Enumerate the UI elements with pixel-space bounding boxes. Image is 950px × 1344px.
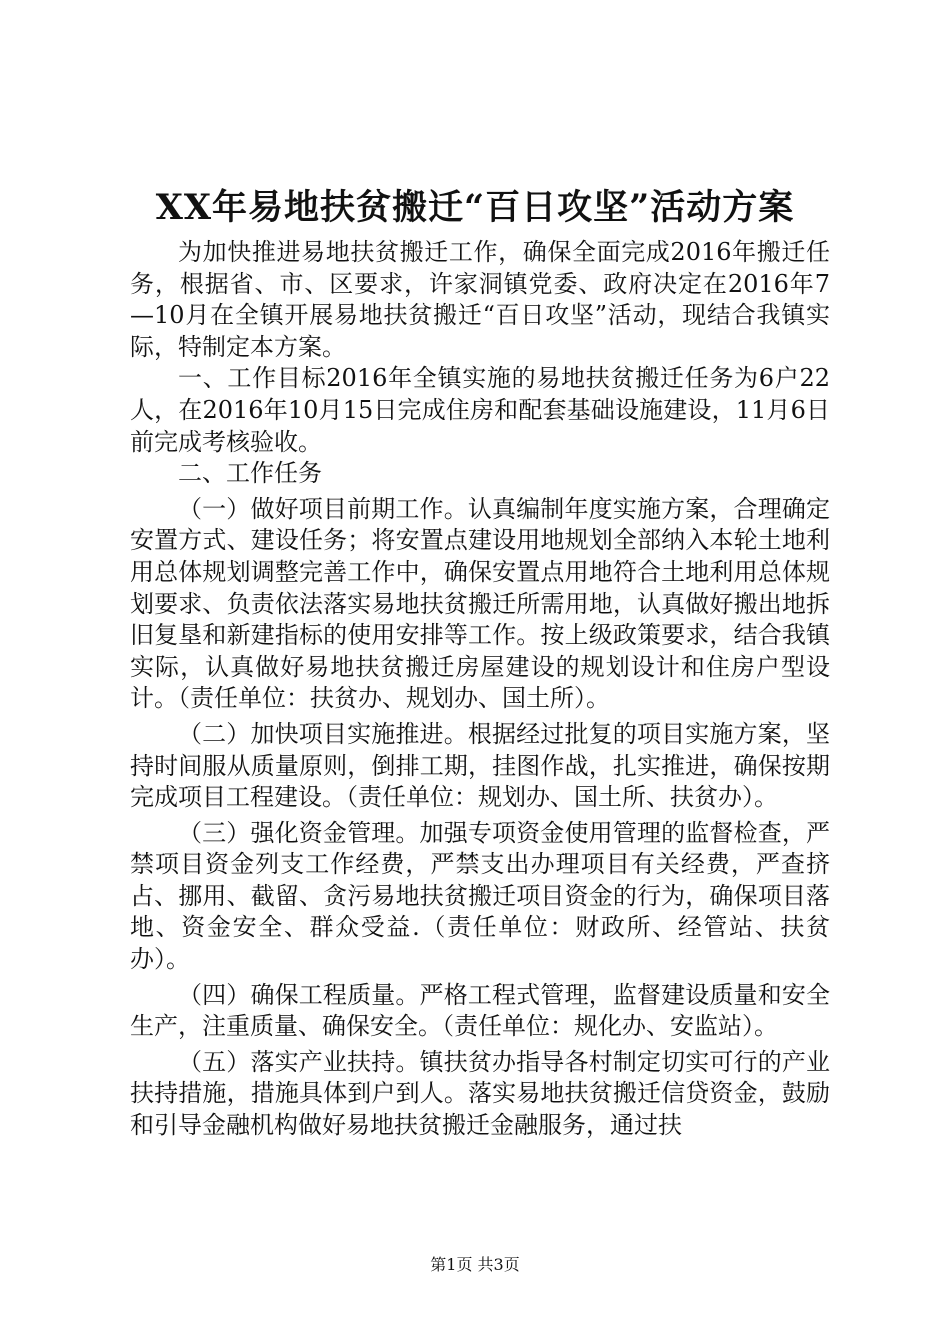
- paragraph-task-3: （三）强化资金管理。加强专项资金使用管理的监督检查，严禁项目资金列支工作经费，严禁支出办理项目有关经费，严查挤占、挪用、截留、贪污易地扶贫搬迁项目资金的行为，确保项目落地、资金安全、群众受益.（责任单位：财政所、经管站、扶贫办）。: [130, 818, 830, 974]
- paragraph-goal: 一、工作目标2016年全镇实施的易地扶贫搬迁任务为6户22人，在2016年10月15日完成住房和配套基础设施建设，11月6日前完成考核验收。: [130, 364, 830, 456]
- paragraph-intro: 为加快推进易地扶贫搬迁工作，确保全面完成2016年搬迁任务，根据省、市、区要求，许家洞镇党委、政府决定在2016年7—10月在全镇开展易地扶贫搬迁“百日攻坚”活动，现结合我镇实际，特制定本方案。: [130, 238, 830, 361]
- paragraph-task-2: （二）加快项目实施推进。根据经过批复的项目实施方案，坚持时间服从质量原则，倒排工期，挂图作战，扎实推进，确保按期完成项目工程建设。（责任单位：规划办、国土所、扶贫办）。: [130, 719, 830, 812]
- paragraph-task-5: （五）落实产业扶持。镇扶贫办指导各村制定切实可行的产业扶持措施，措施具体到户到人。落实易地扶贫搬迁信贷资金，鼓励和引导金融机构做好易地扶贫搬迁金融服务，通过扶: [130, 1047, 830, 1140]
- paragraph-task-1: （一）做好项目前期工作。认真编制年度实施方案，合理确定安置方式、建设任务；将安置点建设用地规划全部纳入本轮土地利用总体规划调整完善工作中，确保安置点用地符合土地利用总体规划要求、负责依法落实易地扶贫搬迁所需用地，认真做好搬出地拆旧复垦和新建指标的使用安排等工作。按上级政策要求，结合我镇实际，认真做好易地扶贫搬迁房屋建设的规划设计和住房户型设计。（责任单位：扶贫办、规划办、国土所）。: [130, 494, 830, 713]
- page-footer: 第1页 共3页: [430, 1255, 520, 1274]
- section-heading-tasks: 二、工作任务: [178, 459, 322, 488]
- paragraph-task-4: （四）确保工程质量。严格工程式管理，监督建设质量和安全生产，注重质量、确保安全。（责任单位：规化办、安监站）。: [130, 980, 830, 1041]
- document-body: [130, 237, 830, 1142]
- document-title: XX年易地扶贫搬迁“百日攻坚”活动方案: [155, 187, 795, 228]
